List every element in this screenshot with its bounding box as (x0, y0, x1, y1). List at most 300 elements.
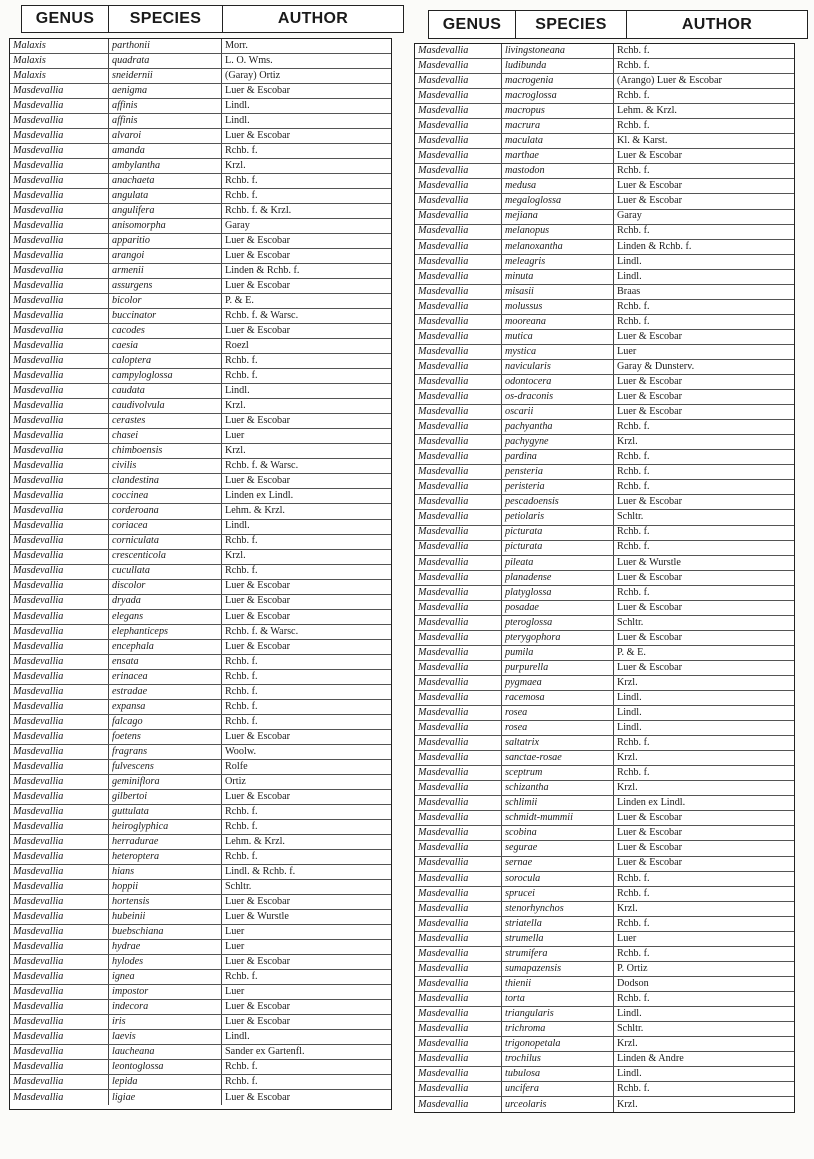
genus-cell: Masdevallia (418, 1054, 469, 1065)
species-cell: coriacea (108, 520, 221, 534)
genus-cell: Masdevallia (418, 738, 469, 749)
genus-cell: Masdevallia (13, 746, 64, 757)
table-row (10, 655, 391, 670)
genus-cell: Masdevallia (418, 617, 469, 628)
author-cell: Krzl. (613, 1097, 794, 1112)
species-cell: picturata (501, 541, 613, 555)
genus-cell: Malaxis (13, 40, 46, 51)
table-row (415, 691, 794, 706)
species-cell: crescenticola (108, 550, 221, 564)
species-cell: purpurella (501, 661, 613, 675)
author-cell: Luer & Escobar (613, 601, 794, 615)
species-cell: rosea (501, 706, 613, 720)
genus-cell: Masdevallia (418, 437, 469, 448)
genus-cell: Masdevallia (13, 566, 64, 577)
species-cell: racemosa (501, 691, 613, 705)
species-cell: sprucei (501, 887, 613, 901)
genus-cell: Masdevallia (418, 948, 469, 959)
species-cell: cerastes (108, 414, 221, 428)
species-cell: geminiflora (108, 775, 221, 789)
species-cell: trigonopetala (501, 1037, 613, 1051)
table-row (10, 399, 391, 414)
species-cell: sneidernii (108, 69, 221, 83)
genus-cell: Masdevallia (13, 821, 64, 832)
table-row (10, 985, 391, 1000)
genus-cell: Masdevallia (13, 191, 64, 202)
author-cell: Rchb. f. (221, 354, 391, 368)
author-cell: Rchb. f. (613, 992, 794, 1006)
species-cell: livingstoneana (501, 44, 613, 58)
left-table-header (21, 5, 404, 33)
species-cell: parthonii (108, 39, 221, 53)
author-cell: Lindl. (613, 1067, 794, 1081)
genus-cell: Masdevallia (418, 768, 469, 779)
author-cell: Luer & Escobar (613, 571, 794, 585)
species-cell: maculata (501, 134, 613, 148)
table-row (10, 234, 391, 249)
species-cell: mastodon (501, 164, 613, 178)
author-cell: Lindl. (221, 520, 391, 534)
genus-cell: Masdevallia (418, 151, 469, 162)
table-row (10, 144, 391, 159)
species-cell: chimboensis (108, 444, 221, 458)
genus-cell: Masdevallia (418, 482, 469, 493)
genus-cell: Masdevallia (418, 166, 469, 177)
table-row (415, 556, 794, 571)
table-row (415, 977, 794, 992)
genus-cell: Masdevallia (13, 971, 64, 982)
genus-cell: Masdevallia (13, 701, 64, 712)
genus-cell: Masdevallia (13, 866, 64, 877)
genus-cell: Masdevallia (13, 1076, 64, 1087)
author-cell: Rchb. f. (221, 715, 391, 729)
genus-cell: Masdevallia (13, 416, 64, 427)
author-cell: Luer & Escobar (221, 324, 391, 338)
table-row (10, 700, 391, 715)
author-cell: Lindl. (613, 255, 794, 269)
author-cell: Rchb. f. (613, 1082, 794, 1096)
species-cell: laucheana (108, 1045, 221, 1059)
author-cell: Woolw. (221, 745, 391, 759)
species-cell: petiolaris (501, 510, 613, 524)
table-row (415, 270, 794, 285)
species-cell: striatella (501, 917, 613, 931)
species-cell: oscarii (501, 405, 613, 419)
table-row (415, 179, 794, 194)
species-cell: fulvescens (108, 760, 221, 774)
author-cell: Krzl. (221, 444, 391, 458)
author-cell: Luer & Escobar (613, 631, 794, 645)
author-cell: Luer & Escobar (221, 730, 391, 744)
species-cell: affinis (108, 114, 221, 128)
author-cell: Roezl (221, 339, 391, 353)
species-cell: ligiae (108, 1090, 221, 1105)
genus-cell: Masdevallia (418, 1023, 469, 1034)
species-cell: iris (108, 1015, 221, 1029)
table-row (10, 354, 391, 369)
table-row (415, 375, 794, 390)
author-cell: Garay & Dunsterv. (613, 360, 794, 374)
author-cell: Garay (221, 219, 391, 233)
species-cell: strumifera (501, 947, 613, 961)
genus-cell: Masdevallia (418, 602, 469, 613)
author-cell: Rolfe (221, 760, 391, 774)
genus-cell: Masdevallia (13, 791, 64, 802)
species-cell: planadense (501, 571, 613, 585)
author-cell: Rchb. f. (613, 526, 794, 540)
author-cell: Krzl. (613, 676, 794, 690)
species-cell: macroglossa (501, 89, 613, 103)
author-cell: Luer (221, 940, 391, 954)
table-row (10, 610, 391, 625)
table-row (10, 99, 391, 114)
genus-cell: Masdevallia (13, 266, 64, 277)
species-cell: erinacea (108, 670, 221, 684)
author-cell: P. & E. (613, 646, 794, 660)
table-row (415, 1052, 794, 1067)
table-row (10, 69, 391, 84)
table-row (415, 571, 794, 586)
table-row (415, 390, 794, 405)
species-cell: mejiana (501, 210, 613, 224)
genus-cell: Masdevallia (418, 888, 469, 899)
species-cell: chasei (108, 429, 221, 443)
species-cell: meleagris (501, 255, 613, 269)
table-row (10, 39, 391, 54)
author-cell: Ortiz (221, 775, 391, 789)
table-row (415, 962, 794, 977)
species-cell: scobina (501, 826, 613, 840)
table-row (10, 1015, 391, 1030)
table-row (415, 345, 794, 360)
genus-cell: Masdevallia (13, 716, 64, 727)
author-cell: Luer & Escobar (221, 595, 391, 609)
author-cell: Rchb. f. (221, 1060, 391, 1074)
author-cell: Schltr. (221, 880, 391, 894)
table-row (10, 204, 391, 219)
table-row (415, 420, 794, 435)
author-cell: Luer & Escobar (613, 841, 794, 855)
table-row (10, 54, 391, 69)
genus-cell: Masdevallia (418, 286, 469, 297)
genus-cell: Masdevallia (418, 106, 469, 117)
species-cell: elephanticeps (108, 625, 221, 639)
genus-cell: Masdevallia (418, 422, 469, 433)
species-cell: laevis (108, 1030, 221, 1044)
table-row (415, 526, 794, 541)
genus-cell: Masdevallia (418, 527, 469, 538)
author-cell: Garay (613, 210, 794, 224)
author-cell: Rchb. f. (613, 872, 794, 886)
author-cell: Rchb. f. (221, 820, 391, 834)
author-cell: Luer & Escobar (613, 811, 794, 825)
table-row (415, 330, 794, 345)
species-cell: schizantha (501, 781, 613, 795)
table-row (10, 520, 391, 535)
species-cell: pterygophora (501, 631, 613, 645)
genus-cell: Masdevallia (13, 731, 64, 742)
genus-cell: Masdevallia (13, 1092, 64, 1103)
genus-cell: Masdevallia (13, 446, 64, 457)
genus-cell: Masdevallia (418, 963, 469, 974)
author-cell: Luer & Escobar (221, 1090, 391, 1105)
genus-cell: Masdevallia (13, 1061, 64, 1072)
table-row (10, 159, 391, 174)
author-cell: Luer & Wurstle (613, 556, 794, 570)
table-row (10, 324, 391, 339)
table-row (10, 174, 391, 189)
species-cell: sceptrum (501, 766, 613, 780)
genus-header: GENUS (429, 11, 516, 38)
genus-cell: Masdevallia (13, 161, 64, 172)
species-cell: ludibunda (501, 59, 613, 73)
species-cell: ignea (108, 970, 221, 984)
table-row (10, 474, 391, 489)
author-cell: Linden & Andre (613, 1052, 794, 1066)
species-cell: hydrae (108, 940, 221, 954)
table-row (10, 1000, 391, 1015)
author-cell: Luer & Escobar (613, 405, 794, 419)
species-cell: cacodes (108, 324, 221, 338)
genus-cell: Masdevallia (418, 452, 469, 463)
author-cell: Lindl. (613, 706, 794, 720)
table-row (10, 339, 391, 354)
genus-cell: Masdevallia (418, 45, 469, 56)
table-row (10, 595, 391, 610)
author-cell: Luer & Wurstle (221, 910, 391, 924)
genus-cell: Malaxis (13, 70, 46, 81)
table-row (415, 210, 794, 225)
genus-cell: Masdevallia (418, 121, 469, 132)
table-row (415, 857, 794, 872)
author-cell: Luer & Escobar (221, 610, 391, 624)
author-cell: Sander ex Gartenfl. (221, 1045, 391, 1059)
genus-cell: Masdevallia (418, 512, 469, 523)
species-cell: pteroglossa (501, 616, 613, 630)
species-cell: torta (501, 992, 613, 1006)
species-cell: sorocula (501, 872, 613, 886)
species-cell: heiroglyphica (108, 820, 221, 834)
species-cell: impostor (108, 985, 221, 999)
author-cell: Luer & Escobar (221, 790, 391, 804)
genus-cell: Masdevallia (418, 1069, 469, 1080)
author-cell: Rchb. f. (221, 655, 391, 669)
author-cell: Rchb. f. (221, 174, 391, 188)
author-cell: Luer & Escobar (221, 279, 391, 293)
author-cell: Kl. & Karst. (613, 134, 794, 148)
author-cell: Rchb. f. (613, 315, 794, 329)
species-cell: civilis (108, 459, 221, 473)
table-row (10, 805, 391, 820)
species-cell: guttulata (108, 805, 221, 819)
species-cell: os-draconis (501, 390, 613, 404)
genus-cell: Masdevallia (13, 281, 64, 292)
author-cell: Schltr. (613, 510, 794, 524)
table-row (10, 820, 391, 835)
table-row (415, 510, 794, 525)
table-row (415, 781, 794, 796)
genus-cell: Masdevallia (418, 632, 469, 643)
table-row (415, 676, 794, 691)
author-cell: Luer & Escobar (613, 375, 794, 389)
author-cell: Rchb. f. & Warsc. (221, 459, 391, 473)
genus-cell: Masdevallia (13, 100, 64, 111)
species-cell: quadrata (108, 54, 221, 68)
right-table-header (428, 10, 808, 39)
author-cell: Krzl. (221, 550, 391, 564)
species-cell: mutica (501, 330, 613, 344)
author-cell: Rchb. f. (613, 736, 794, 750)
genus-cell: Masdevallia (418, 783, 469, 794)
genus-cell: Masdevallia (13, 131, 64, 141)
table-row (415, 465, 794, 480)
author-cell: Rchb. f. (613, 44, 794, 58)
species-cell: affinis (108, 99, 221, 113)
species-cell: angulata (108, 189, 221, 203)
author-cell: Rchb. f. (221, 369, 391, 383)
species-cell: pachyantha (501, 420, 613, 434)
table-row (10, 1045, 391, 1060)
species-cell: buebschiana (108, 925, 221, 939)
species-cell: falcago (108, 715, 221, 729)
genus-cell: Masdevallia (13, 491, 64, 502)
genus-cell: Masdevallia (418, 813, 469, 824)
author-cell: Luer & Escobar (221, 84, 391, 98)
genus-cell: Masdevallia (13, 896, 64, 907)
species-cell: pygmaea (501, 676, 613, 690)
genus-cell: Masdevallia (13, 326, 64, 337)
author-cell: Luer & Escobar (221, 414, 391, 428)
species-cell: amanda (108, 144, 221, 158)
genus-cell: Masdevallia (13, 926, 64, 937)
table-row (10, 535, 391, 550)
author-cell: Morr. (221, 39, 391, 53)
species-cell: corderoana (108, 504, 221, 518)
genus-cell: Masdevallia (418, 497, 469, 508)
table-row (415, 1067, 794, 1082)
table-row (10, 850, 391, 865)
table-row (415, 1097, 794, 1112)
author-cell: Luer (221, 925, 391, 939)
genus-cell: Masdevallia (13, 236, 64, 247)
genus-cell: Masdevallia (418, 858, 469, 869)
author-cell: Luer & Escobar (613, 194, 794, 208)
genus-cell: Masdevallia (13, 911, 64, 922)
table-row (415, 435, 794, 450)
author-cell: Krzl. (613, 435, 794, 449)
genus-cell: Masdevallia (13, 1016, 64, 1027)
species-cell: armenii (108, 264, 221, 278)
author-cell: Luer (221, 985, 391, 999)
species-cell: buccinator (108, 309, 221, 323)
table-row (415, 119, 794, 134)
table-row (10, 550, 391, 565)
genus-cell: Masdevallia (418, 392, 469, 402)
species-cell: pachygyne (501, 435, 613, 449)
author-cell: Lindl. (221, 1030, 391, 1044)
table-row (10, 745, 391, 760)
left-table (9, 38, 392, 1110)
genus-cell: Masdevallia (418, 331, 469, 342)
table-row (10, 489, 391, 504)
table-row (415, 480, 794, 495)
author-header: AUTHOR (277, 10, 349, 27)
table-row (10, 249, 391, 264)
species-cell: triangularis (501, 1007, 613, 1021)
author-cell: Rchb. f. (613, 300, 794, 314)
species-cell: molussus (501, 300, 613, 314)
genus-cell: Malaxis (13, 55, 46, 66)
author-cell: Rchb. f. (221, 1075, 391, 1089)
author-cell: Rchb. f. (613, 480, 794, 494)
author-cell: Linden ex Lindl. (613, 796, 794, 810)
species-cell: cucullata (108, 565, 221, 579)
table-row (415, 1037, 794, 1052)
species-cell: indecora (108, 1000, 221, 1014)
author-cell: Rchb. f. (221, 970, 391, 984)
species-cell: encephala (108, 640, 221, 654)
author-cell: Lindl. (613, 691, 794, 705)
genus-cell: Masdevallia (13, 686, 64, 697)
species-cell: caloptera (108, 354, 221, 368)
author-cell: Rchb. f. (221, 850, 391, 864)
author-cell: Rchb. f. (221, 189, 391, 203)
table-row (10, 580, 391, 595)
genus-cell: Masdevallia (13, 341, 64, 352)
table-row (10, 459, 391, 474)
genus-cell: Masdevallia (13, 431, 64, 442)
species-cell: lepida (108, 1075, 221, 1089)
genus-cell: Masdevallia (418, 181, 469, 192)
author-cell: Rchb. f. (613, 465, 794, 479)
species-cell: pensteria (501, 465, 613, 479)
genus-cell: Masdevallia (418, 753, 469, 764)
genus-cell: Masdevallia (13, 551, 64, 562)
genus-cell: Masdevallia (13, 85, 64, 96)
genus-cell: Masdevallia (13, 1046, 64, 1057)
author-cell: Krzl. (613, 1037, 794, 1051)
genus-cell: Masdevallia (418, 707, 469, 718)
species-cell: aenigma (108, 84, 221, 98)
species-cell: fragrans (108, 745, 221, 759)
genus-cell: Masdevallia (13, 941, 64, 952)
genus-cell: Masdevallia (13, 146, 64, 157)
author-cell: Lindl. (613, 270, 794, 284)
genus-cell: Masdevallia (13, 371, 64, 382)
genus-cell: Masdevallia (13, 115, 64, 126)
genus-cell: Masdevallia (13, 461, 64, 472)
genus-cell: Masdevallia (418, 647, 469, 658)
table-row (415, 149, 794, 164)
genus-cell: Masdevallia (13, 386, 64, 397)
species-cell: trochilus (501, 1052, 613, 1066)
table-row (415, 661, 794, 676)
species-cell: expansa (108, 700, 221, 714)
species-cell: angulifera (108, 204, 221, 218)
author-cell: Rchb. f. (613, 766, 794, 780)
genus-cell: Masdevallia (418, 933, 469, 944)
species-cell: ensata (108, 655, 221, 669)
genus-cell: Masdevallia (13, 221, 64, 232)
species-cell: foetens (108, 730, 221, 744)
species-cell: ambylantha (108, 159, 221, 173)
table-row (415, 811, 794, 826)
genus-cell: Masdevallia (13, 176, 64, 187)
table-row (415, 240, 794, 255)
species-cell: estradae (108, 685, 221, 699)
table-row (10, 925, 391, 940)
species-cell: anisomorpha (108, 219, 221, 233)
